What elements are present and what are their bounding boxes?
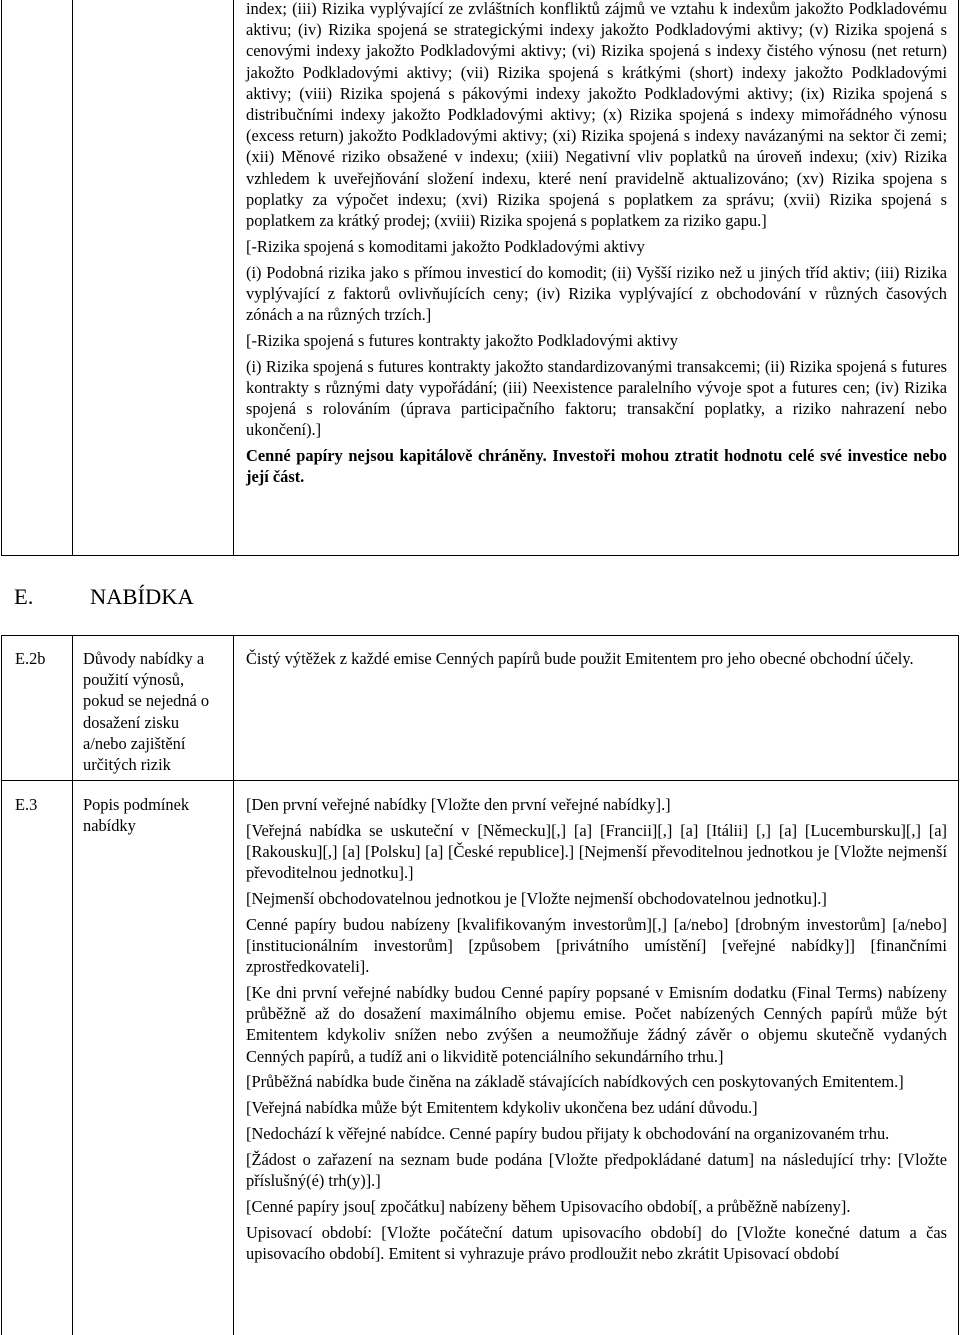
offer-paragraph: [Průběžná nabídka bude činěna na základě stávajících nabídkových cen poskytovaných Emitentem.]: [246, 1072, 904, 1092]
risk-text-cell: [246, 0, 947, 492]
offer-paragraph: [Cenné papíry jsou[ zpočátku] nabízeny během Upisovacího období[, a průběžně nabízeny].: [246, 1196, 851, 1216]
offer-table-col-divider-1: [72, 635, 73, 1335]
proceeds-use-paragraph: Čistý výtěžek z každé emise Cenných papírů bude použit Emitentem pro jeho obecné obchodní účely.: [246, 649, 914, 668]
commodity-risk-heading: [-Rizika spojená s komoditami jakožto Podkladovými aktivy: [246, 236, 645, 256]
offer-paragraph: [Žádost o zařazení na seznam bude podána [Vložte předpokládané datum] na následující trhy: [Vložte příslušný(é) trh(y)].]: [246, 1149, 947, 1190]
row-id-e2b: E.2b: [15, 649, 46, 668]
offer-table-col-divider-2: [233, 635, 234, 1335]
offer-paragraph: Cenné papíry budou nabízeny [kvalifikovaným investorům][,] [a/nebo] [drobným investorům] [a/nebo] [institucionálním investorům] [způsobem [privátního umístění] [veřejné nabídky]] [finančními zprostředkovateli].: [246, 914, 947, 977]
offer-table-row-divider: [1, 780, 959, 781]
capital-protection-warning: Cenné papíry nejsou kapitálově chráněny. Investoři mohou ztratit hodnotu celé své investice nebo její část.: [246, 446, 947, 487]
risk-table-col-divider-1: [72, 0, 73, 556]
risk-list-paragraph: index; (iii) Rizika vyplývající ze zvláštních konfliktů zájmů ve vztahu k indexům jakožto Podkladovému aktivu; (iv) Rizika spojená se strategickými indexy jakožto Podkladovými aktivy; (v) Rizika spojená s cenovými indexy jakožto Podkladovými aktivy; (vi) Rizika spojená s indexy čistého výnosu (net return) jakožto Podkladovými aktivy; (vii) Rizika spojená s krátkými (short) indexy jakožto Podkladovými aktivy; (viii) Rizika spojená s pákovými indexy jakožto Podkladovými aktivy; (ix) Rizika spojená s distribučními indexy jakožto Podkladovými aktivy; (x) Rizika spojená s indexy mimořádného výnosu (excess return) jakožto Podkladovými aktivy; (xi) Rizika spojená s indexy navázanými na sektor či zemi; (xii) Měnové riziko obsažené v indexu; (xiii) Negativní vliv poplatků na úroveň indexu; (xiv) Rizika vzhledem k uveřejňování složení indexu, které není pravidelně aktualizováno; (xv) Rizika spojena s poplatky za výpočet indexu; (xvi) Rizika spojená s poplatkem za správu; (xvii) Rizika spojená s poplatkem za krátký prodej; (xviii) Rizika spojená s poplatkem za riziko gapu.]: [246, 0, 947, 231]
row-text-e2b: [246, 648, 947, 674]
futures-risk-heading: [-Rizika spojená s futures kontrakty jakožto Podkladovými aktivy: [246, 330, 678, 350]
section-letter: E.: [14, 584, 34, 609]
offer-paragraph: Upisovací období: [Vložte počáteční datum upisovacího období] do [Vložte konečné datum a čas upisovacího období]. Emitent si vyhrazuje právo prodloužit nebo zkrátit Upisovací období: [246, 1222, 947, 1263]
risk-table-col-divider-2: [233, 0, 234, 556]
section-title: NABÍDKA: [90, 584, 194, 609]
futures-risk-paragraph: (i) Rizika spojená s futures kontrakty jakožto standardizovanými transakcemi; (ii) Rizika spojená s futures kontrakty s různými daty vypořádání; (iii) Neexistence paralelního vývoje spot a futures cen; (iv) Rizika spojená s rolováním (úprava participačního faktoru; transakční poplatky, a riziko nahrazení nebo ukončení).]: [246, 356, 947, 440]
offer-paragraph: [Veřejná nabídka může být Emitentem kdykoliv ukončena bez udání důvodu.]: [246, 1098, 758, 1118]
row-id-e3: E.3: [15, 795, 38, 814]
offer-paragraph: [Nejmenší obchodovatelnou jednotkou je [Vložte nejmenší obchodovatelnou jednotku].]: [246, 889, 827, 908]
commodity-risk-paragraph: (i) Podobná rizika jako s přímou investicí do komodit; (ii) Vyšší riziko než u jiných tříd aktiv; (iii) Rizika vyplývající z faktorů ovlivňujících ceny; (iv) Rizika vyplývající z obchodování v různých časových zónách a na různých trzích.]: [246, 262, 947, 325]
section-heading: [14, 583, 194, 611]
offer-paragraph: [Den první veřejné nabídky [Vložte den první veřejné nabídky].]: [246, 795, 671, 814]
offer-paragraph: [Ke dni první veřejné nabídky budou Cenné papíry popsané v Emisním dodatku (Final Terms) nabízeny průběžně až do dosažení maximálního objemu emise. Počet nabízených Cenných papírů může být Emitentem kdykoliv snížen nebo zvýšen a neumožňuje žádný závěr o objemu skutečně vydaných Cenných papírů, a tudíž ani o likviditě potenciálního sekundárního trhu.]: [246, 983, 947, 1066]
row-label-e2b: Důvody nabídky a použití výnosů, pokud se nejedná o dosažení zisku a/nebo zajištění určitých rizik: [83, 649, 210, 775]
row-text-e3: [246, 794, 947, 1269]
row-label-e3: Popis podmínek nabídky: [83, 795, 190, 836]
offer-paragraph: [Nedochází k věřejné nabídce. Cenné papíry budou přijaty k obchodování na organizovaném trhu.: [246, 1124, 890, 1143]
offer-paragraph: [Veřejná nabídka se uskuteční v [Německu][,] [a] [Francii][,] [a] [Itálii] [,] [a] [Lucembursku][,] [a] [Rakousku][,] [a] [Polsku] [a] [České republice].] [Nejmenší převoditelnou jednotkou je [Vložte nejmenší převoditelnou jednotku].]: [246, 820, 947, 883]
